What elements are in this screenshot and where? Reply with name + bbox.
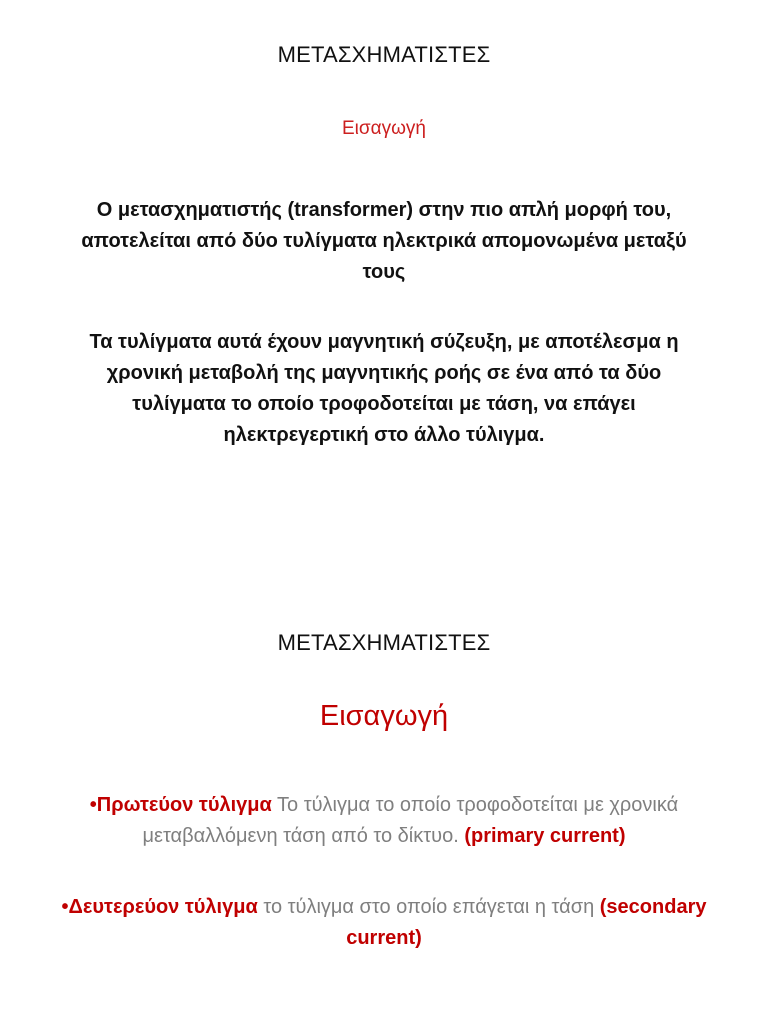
bullet-text: το τύλιγμα στο οποίο επάγεται η τάση bbox=[257, 896, 600, 918]
slide-1-title: ΜΕΤΑΣΧΗΜΑΤΙΣΤΕΣ bbox=[277, 42, 491, 67]
bullet-marker: • bbox=[61, 896, 69, 918]
bullet-marker: • bbox=[89, 794, 97, 816]
bullet-secondary-winding bbox=[44, 892, 724, 954]
bullet-term: Πρωτεύον τύλιγμα bbox=[96, 794, 272, 816]
slide-1-paragraph-1: Ο μετασχηματιστής (transformer) στην πιο απλή μορφή του, αποτελείται από δύο τυλίγματα ηλεκτρικά απομονωμένα μεταξύ τους bbox=[81, 199, 687, 283]
slide-1-subtitle: Εισαγωγή bbox=[341, 118, 426, 139]
bullet-primary-winding bbox=[44, 790, 724, 852]
bullet-term: Δευτερεύον τύλιγμα bbox=[68, 896, 258, 918]
slide-2 bbox=[0, 512, 768, 1024]
bullet-text: Το τύλιγμα το οποίο τροφοδοτείται με χρονικά μεταβαλλόμενη τάση από το δίκτυο. bbox=[142, 794, 679, 847]
bullet-english-term: (primary current) bbox=[464, 825, 626, 847]
slide-2-title: ΜΕΤΑΣΧΗΜΑΤΙΣΤΕΣ bbox=[277, 630, 491, 655]
bullet-english-term: (secondary current) bbox=[346, 896, 707, 949]
slide-1-paragraph-2: Τα τυλίγματα αυτά έχουν μαγνητική σύζευξη, με αποτέλεσμα η χρονική μεταβολή της μαγνητικής ροής σε ένα από τα δύο τυλίγματα το οποίο τροφοδοτείται με τάση, να επάγει ηλεκτρεγερτική στο άλλο τύλιγμα. bbox=[89, 331, 679, 446]
slide-2-subtitle: Εισαγωγή bbox=[319, 700, 449, 732]
